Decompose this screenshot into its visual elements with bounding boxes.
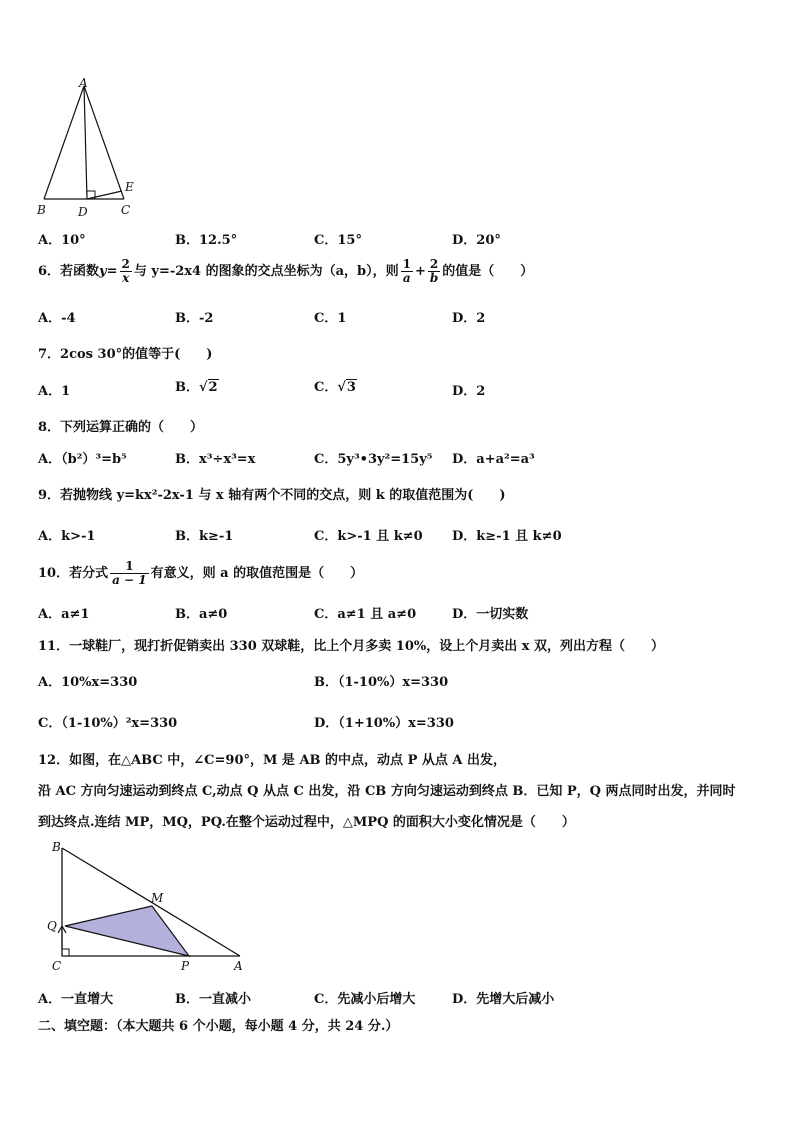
q10-fraction xyxy=(110,560,149,587)
q12-stem-line2: 沿 AC 方向匀速运动到终点 C,动点 Q 从点 C 出发，沿 CB 方向匀速运动到终点 B．已知 P，Q 两点同时出发，并同时 xyxy=(38,784,736,799)
q6-option-d: D．2 xyxy=(452,311,486,326)
q11-stem: 11．一球鞋厂，现打折促销卖出 330 双球鞋，比上个月多卖 10%，设上个月卖出 x 双，列出方程（ ） xyxy=(38,639,665,654)
q6-prefix: 6．若函数 xyxy=(38,264,100,279)
q10-suffix: 有意义，则 a 的取值范围是（ ） xyxy=(150,566,364,581)
q7-option-c-label: C． xyxy=(314,380,338,395)
q7-stem: 7．2cos 30°的值等于( ) xyxy=(38,347,213,362)
q7-option-d: D．2 xyxy=(452,384,486,399)
q9-option-d: D．k≥-1 且 k≠0 xyxy=(452,529,562,544)
q6-suffix: 的值是（ ） xyxy=(442,264,534,279)
q8-option-b: B．x³÷x³=x xyxy=(175,452,256,467)
q7-option-a: A．1 xyxy=(38,384,71,399)
q5-option-a: A．10° xyxy=(38,233,86,248)
q5-side-ac xyxy=(84,86,124,199)
q8-option-a: A．（b²）³=b⁵ xyxy=(38,452,127,467)
q5-label-b: B xyxy=(37,203,46,217)
q5-segment-de xyxy=(87,191,122,199)
q7-option-c xyxy=(314,376,357,395)
section2-heading: 二、填空题：（本大题共 6 个小题，每小题 4 分，共 24 分.） xyxy=(38,1019,399,1034)
q12-stem-line3: 到达终点.连结 MP，MQ，PQ.在整个运动过程中，△MPQ 的面积大小变化情况是（ ） xyxy=(38,815,575,830)
q5-option-c: C．15° xyxy=(314,233,362,248)
q6-plus: + xyxy=(414,264,426,279)
q11-option-a: A．10%x=330 xyxy=(38,675,138,690)
q12-label-a: A xyxy=(234,959,243,973)
q7-radicand-2: 2 xyxy=(208,380,218,395)
q9-option-c: C．k>-1 且 k≠0 xyxy=(314,529,423,544)
q12-right-angle-mark xyxy=(62,949,69,956)
q10-frac-num: 1 xyxy=(110,560,149,574)
q12-triangle-figure xyxy=(40,838,260,978)
q6-fraction-2-over-x xyxy=(120,258,132,285)
q9-option-b: B．k≥-1 xyxy=(175,529,234,544)
q6-mid: 与 y=-2x4 的图象的交点坐标为（a，b），则 xyxy=(133,264,399,279)
q7-option-b-label: B． xyxy=(175,380,199,395)
q8-stem: 8．下列运算正确的（ ） xyxy=(38,420,204,435)
q5-side-ab xyxy=(44,86,84,199)
q10-option-c: C．a≠1 且 a≠0 xyxy=(314,607,417,622)
q6-func-y: y xyxy=(99,264,107,279)
q10-prefix: 10．若分式 xyxy=(38,566,109,581)
q12-label-q: Q xyxy=(47,919,57,933)
q12-label-b: B xyxy=(52,840,61,854)
q7-sqrt-3: √3 xyxy=(337,380,356,395)
q10-option-d: D．一切实数 xyxy=(452,607,529,622)
q6-option-b: B．-2 xyxy=(175,311,214,326)
q11-option-c: C．（1-10%）²x=330 xyxy=(38,716,178,731)
q12-option-c: C．先减小后增大 xyxy=(314,992,416,1007)
q6-frac3-den: b xyxy=(429,271,439,285)
q6-frac1-num: 2 xyxy=(121,257,130,271)
q11-option-b: B．（1-10%）x=330 xyxy=(314,675,449,690)
q10-option-a: A．a≠1 xyxy=(38,607,90,622)
q12-label-p: P xyxy=(181,959,190,973)
q7-radicand-3: 3 xyxy=(346,380,356,395)
q5-altitude-ad xyxy=(84,86,87,199)
q6-eq: = xyxy=(106,264,118,279)
q9-stem: 9．若抛物线 y=kx²-2x-1 与 x 轴有两个不同的交点，则 k 的取值范围为( ) xyxy=(38,488,506,503)
q12-option-b: B．一直减小 xyxy=(175,992,251,1007)
q11-option-d: D．（1+10%）x=330 xyxy=(314,716,454,731)
q6-fraction-2-over-b xyxy=(428,258,440,285)
q10-option-b: B．a≠0 xyxy=(175,607,228,622)
q9-option-a: A．k>-1 xyxy=(38,529,96,544)
q7-sqrt-2: √2 xyxy=(199,380,218,395)
q12-option-a: A．一直增大 xyxy=(38,992,114,1007)
q10-frac-den: a − 1 xyxy=(112,573,147,587)
q5-option-d: D．20° xyxy=(452,233,501,248)
q6-frac2-num: 1 xyxy=(402,257,411,271)
q6-frac2-den: a xyxy=(402,271,411,285)
q6-option-a: A．-4 xyxy=(38,311,76,326)
q12-option-d: D．先增大后减小 xyxy=(452,992,555,1007)
q12-stem-line1: 12．如图，在△ABC 中，∠C=90°，M 是 AB 的中点，动点 P 从点 A 出发， xyxy=(38,753,507,768)
q5-label-a: A xyxy=(79,78,88,90)
q5-option-b: B．12.5° xyxy=(175,233,238,248)
q8-option-c: C．5y³•3y²=15y⁵ xyxy=(314,452,433,467)
q5-label-e: E xyxy=(125,180,134,194)
q5-triangle-figure xyxy=(34,78,144,220)
q5-label-d: D xyxy=(78,205,88,219)
q6-option-c: C．1 xyxy=(314,311,347,326)
q5-label-c: C xyxy=(121,203,131,217)
q6-frac3-num: 2 xyxy=(428,258,440,272)
q12-label-c: C xyxy=(52,959,62,973)
q12-label-m: M xyxy=(151,891,164,905)
q6-stem xyxy=(38,255,533,289)
q6-frac1-den: x xyxy=(122,271,130,285)
q6-fraction-1-over-a xyxy=(401,258,413,285)
q10-stem xyxy=(38,557,363,591)
q7-option-b xyxy=(175,376,219,395)
q8-option-d: D．a+a²=a³ xyxy=(452,452,535,467)
